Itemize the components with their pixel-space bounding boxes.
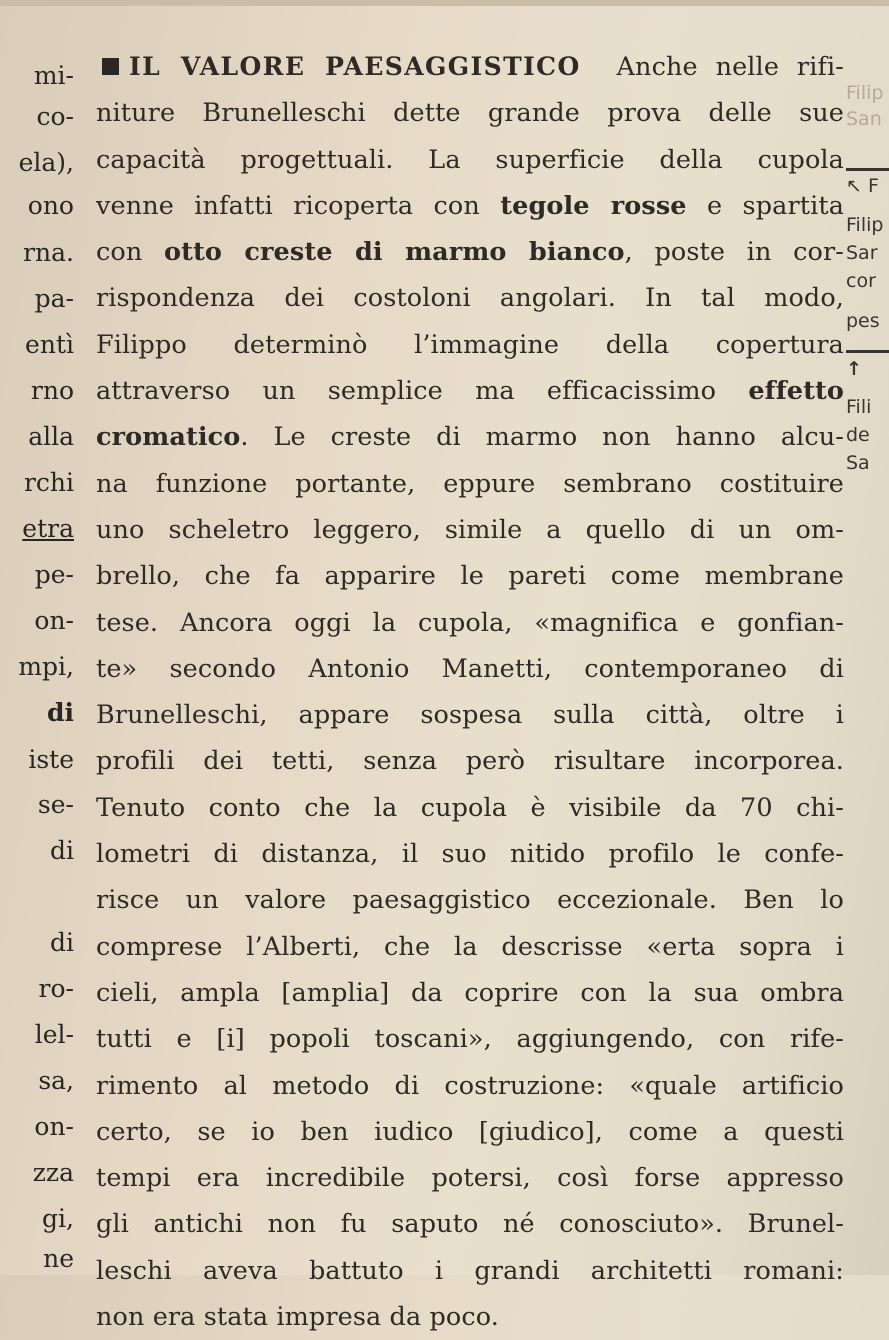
text-line: con otto creste di marmo bianco, poste in cor- xyxy=(96,237,844,268)
left-fragment: rchi xyxy=(23,468,74,497)
bold-term: cromatico xyxy=(96,422,241,453)
right-fragment: Filip xyxy=(846,214,884,236)
right-column-fragments xyxy=(846,0,889,1275)
right-fragment: San xyxy=(846,108,882,130)
text-line: Tenuto conto che la cupola è visibile da 70 chi- xyxy=(96,792,844,823)
text-line: rimento al metodo di costruzione: «quale artificio xyxy=(96,1070,844,1101)
right-fragment: Sar xyxy=(846,242,878,264)
left-fragment: sa, xyxy=(38,1066,74,1095)
left-fragment: mpi, xyxy=(18,652,74,681)
left-fragment: lel- xyxy=(34,1020,74,1049)
left-column-fragments xyxy=(0,0,92,1275)
text-line: capacità progettuali. La superficie della cupola xyxy=(96,144,844,175)
bold-term: tegole rosse xyxy=(500,190,687,221)
left-fragment: on- xyxy=(34,1112,74,1141)
left-fragment: mi- xyxy=(33,61,74,90)
text-line: brello, che fa apparire le pareti come membrane xyxy=(96,561,844,592)
text-line: Filippo determinò l’immagine della copertura xyxy=(96,329,844,360)
rule-divider xyxy=(846,350,889,353)
square-bullet-icon xyxy=(102,58,119,75)
bold-term: effetto xyxy=(748,376,844,407)
left-fragment: di xyxy=(50,928,74,957)
text-line: gli antichi non fu saputo né conosciuto». Brunel- xyxy=(96,1209,844,1240)
left-fragment: se- xyxy=(37,790,74,819)
main-text-column xyxy=(96,44,844,1340)
text-line: venne infatti ricoperta con tegole rosse e spartita xyxy=(96,190,844,221)
text-line: non era stata impresa da poco. xyxy=(96,1302,499,1333)
text-line: leschi aveva battuto i grandi architetti romani: xyxy=(96,1255,844,1286)
left-fragment: di xyxy=(50,836,74,865)
text-line: cromatico. Le creste di marmo non hanno alcu- xyxy=(96,422,844,453)
text-line: lometri di distanza, il suo nitido profilo le confe- xyxy=(96,839,844,870)
left-fragment: on- xyxy=(34,606,74,635)
right-fragment: cor xyxy=(846,270,876,292)
text-line: uno scheletro leggero, simile a quello di un om- xyxy=(96,514,844,545)
text-line: niture Brunelleschi dette grande prova delle sue xyxy=(96,98,844,129)
right-fragment: Fili xyxy=(846,396,872,418)
left-fragment: entì xyxy=(25,330,74,359)
left-fragment: zza xyxy=(32,1158,74,1187)
text-line: certo, se io ben iudico [giudico], come a questi xyxy=(96,1116,844,1147)
right-fragment: pes xyxy=(846,310,880,332)
text-line: cieli, ampla [amplia] da coprire con la sua ombra xyxy=(96,977,844,1008)
text-line: tutti e [i] popoli toscani», aggiungendo, con rife- xyxy=(96,1024,844,1055)
text-line: Brunelleschi, appare sospesa sulla città, oltre i xyxy=(96,700,844,731)
right-fragment: Sa xyxy=(846,452,870,474)
page-top-edge xyxy=(0,0,889,6)
text-line: tempi era incredibile potersi, così forse appresso xyxy=(96,1163,844,1194)
rule-divider xyxy=(846,168,889,171)
left-fragment: ono xyxy=(27,191,74,220)
text-line: comprese l’Alberti, che la descrisse «erta sopra i xyxy=(96,931,844,962)
bold-term: otto creste di marmo bianco xyxy=(164,237,625,268)
left-fragment: gi, xyxy=(42,1204,74,1233)
text-line: risce un valore paesaggistico eccezionale. Ben lo xyxy=(96,885,844,916)
paragraph-body xyxy=(96,90,844,1340)
left-fragment: di xyxy=(47,698,74,727)
left-fragment: pe- xyxy=(34,560,74,589)
section-heading: IL VALORE PAESAGGISTICO xyxy=(129,52,581,81)
heading-lead-text: Anche nelle rifi- xyxy=(616,52,844,82)
right-fragment: ↖ F xyxy=(846,175,879,197)
right-fragment: de xyxy=(846,424,870,446)
text-line: attraverso un semplice ma efficacissimo effetto xyxy=(96,376,844,407)
arrow-up-left-icon: ↖ xyxy=(846,175,862,197)
arrow-up-icon: ↑ xyxy=(846,358,862,380)
left-fragment: co- xyxy=(36,102,74,131)
left-fragment: rna. xyxy=(23,238,74,267)
left-fragment: rno xyxy=(30,376,74,405)
left-fragment: etra xyxy=(22,514,74,543)
left-fragment: iste xyxy=(28,745,74,774)
text-line: profili dei tetti, senza però risultare incorporea. xyxy=(96,746,844,777)
left-fragment: ne xyxy=(43,1244,74,1273)
left-fragment: ela), xyxy=(18,148,74,177)
text-line: rispondenza dei costoloni angolari. In tal modo, xyxy=(96,283,844,314)
right-fragment: Filip xyxy=(846,82,884,104)
left-fragment: ro- xyxy=(38,974,74,1003)
text-line: te» secondo Antonio Manetti, contemporaneo di xyxy=(96,653,844,684)
heading-line xyxy=(96,44,844,90)
left-fragment: pa- xyxy=(34,284,74,313)
text-line: na funzione portante, eppure sembrano costituire xyxy=(96,468,844,499)
text-line: tese. Ancora oggi la cupola, «magnifica e gonfian- xyxy=(96,607,844,638)
left-fragment: alla xyxy=(28,422,74,451)
